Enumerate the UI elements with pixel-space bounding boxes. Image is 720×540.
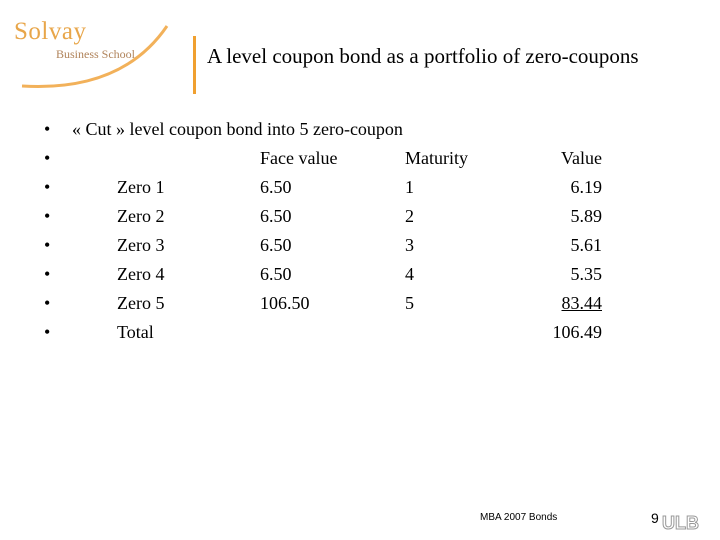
total-value: 106.49 [552,322,602,342]
bullet-icon: • [44,148,51,168]
row-face-value: 6.50 [260,264,292,284]
total-label: Total [117,322,154,342]
table-row [0,202,720,231]
bullet-icon: • [44,119,51,139]
slide-title: A level coupon bond as a portfolio of zero-coupons [207,44,639,68]
row-face-value: 106.50 [260,293,310,313]
ulb-logo [660,512,708,532]
bullet-icon: • [44,235,51,255]
row-name: Zero 2 [117,206,165,226]
list-item [0,115,720,144]
row-value: 5.35 [570,264,602,284]
table-row [0,260,720,289]
row-maturity: 1 [405,177,414,197]
row-name: Zero 5 [117,293,165,313]
value-header: Value [561,148,602,168]
row-name: Zero 3 [117,235,165,255]
row-value: 6.19 [570,177,602,197]
intro-text: « Cut » level coupon bond into 5 zero-coupon [72,119,403,139]
title-accent-bar [193,36,196,94]
bullet-icon: • [44,206,51,226]
row-maturity: 2 [405,206,414,226]
row-name: Zero 1 [117,177,165,197]
table-row [0,173,720,202]
table-row [0,289,720,318]
row-name: Zero 4 [117,264,165,284]
bullet-list [0,115,720,347]
maturity-header: Maturity [405,148,468,168]
table-row [0,231,720,260]
row-value: 5.89 [570,206,602,226]
total-row [0,318,720,347]
row-face-value: 6.50 [260,177,292,197]
ulb-logo-text: ULB [662,513,699,532]
page-number: 9 [651,510,659,526]
face-value-header: Face value [260,148,338,168]
row-face-value: 6.50 [260,235,292,255]
row-maturity: 5 [405,293,414,313]
row-value: 5.61 [570,235,602,255]
bullet-icon: • [44,293,51,313]
header-row [0,144,720,173]
bullet-icon: • [44,177,51,197]
row-value: 83.44 [561,293,602,313]
bullet-icon: • [44,322,51,342]
bullet-icon: • [44,264,51,284]
row-face-value: 6.50 [260,206,292,226]
logo-subtitle: Business School [56,47,136,61]
solvay-logo [12,14,182,94]
row-maturity: 3 [405,235,414,255]
logo-name: Solvay [14,18,87,45]
footer-course: MBA 2007 Bonds [480,512,558,523]
row-maturity: 4 [405,264,414,284]
